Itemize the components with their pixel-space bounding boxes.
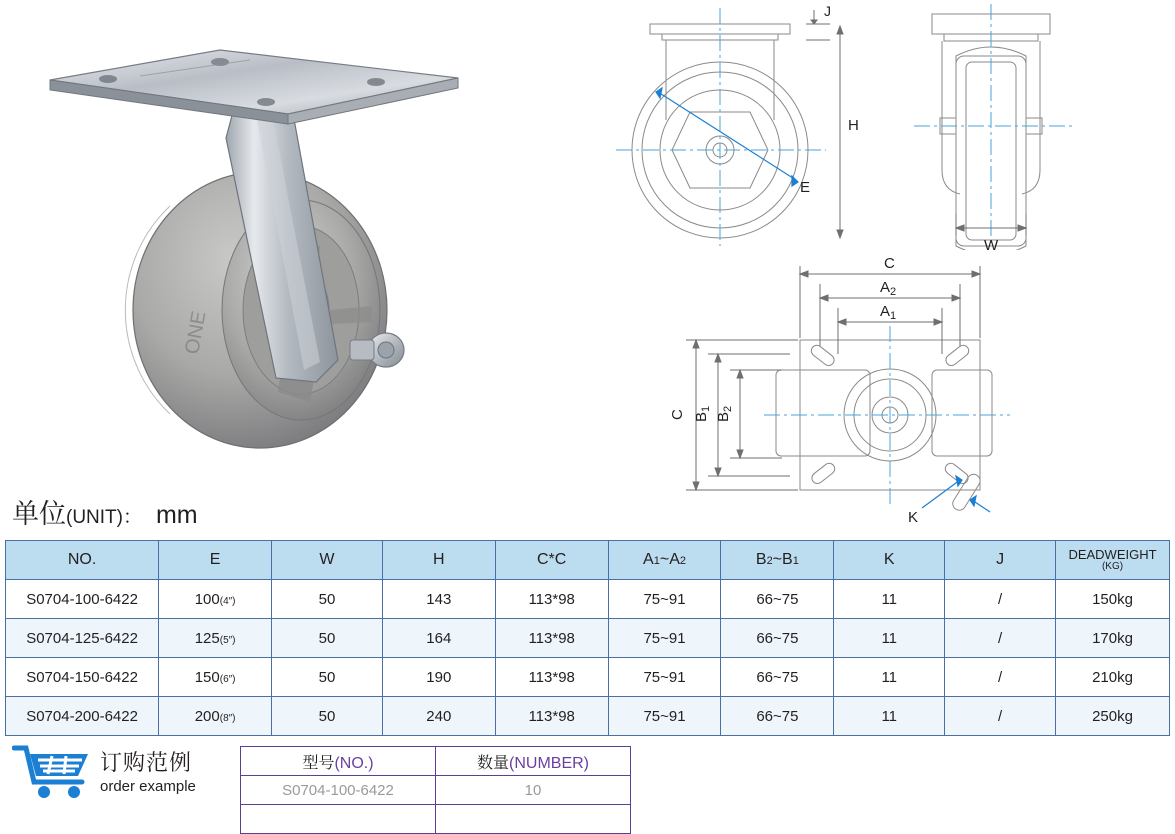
table-row bbox=[6, 658, 1170, 697]
specification-table bbox=[5, 540, 1170, 736]
cell-a: 75~91 bbox=[608, 697, 721, 736]
dim-label-H: H bbox=[848, 117, 859, 134]
cell-j: / bbox=[945, 619, 1056, 658]
order-example-title-en: order example bbox=[100, 778, 196, 795]
cell-w: 50 bbox=[272, 580, 383, 619]
col-header-cc: C*C bbox=[495, 541, 608, 580]
cell-b: 66~75 bbox=[721, 697, 834, 736]
shopping-cart-icon bbox=[12, 742, 92, 802]
cell-no: S0704-125-6422 bbox=[6, 619, 159, 658]
caster-illustration bbox=[20, 10, 490, 480]
cell-b: 66~75 bbox=[721, 658, 834, 697]
cell-b: 66~75 bbox=[721, 619, 834, 658]
deadweight-main: DEADWEIGHT bbox=[1068, 546, 1157, 562]
order-example-title-cn: 订购范例 bbox=[100, 750, 193, 775]
drawing-front-view bbox=[600, 0, 870, 250]
cell-h: 190 bbox=[382, 658, 495, 697]
cell-k: 11 bbox=[834, 619, 945, 658]
col-header-no: NO. bbox=[6, 541, 159, 580]
cell-e: 150(6″) bbox=[159, 658, 272, 697]
dim-label-A2: $A_2$ bbox=[880, 279, 897, 298]
cell-h: 240 bbox=[382, 697, 495, 736]
unit-line bbox=[12, 492, 198, 531]
mounting-plate bbox=[50, 50, 458, 124]
col-header-deadweight bbox=[1056, 541, 1170, 580]
cell-h: 143 bbox=[382, 580, 495, 619]
dim-label-J: J bbox=[824, 3, 831, 19]
table-row bbox=[6, 619, 1170, 658]
cell-a: 75~91 bbox=[608, 580, 721, 619]
order-header-row bbox=[241, 747, 631, 776]
dim-label-C-top: C bbox=[884, 255, 895, 272]
svg-text:ONE: ONE bbox=[181, 309, 211, 356]
order-col-no: 型号(NO.) bbox=[241, 747, 436, 776]
order-blank-row bbox=[241, 805, 631, 834]
cell-deadweight: 210kg bbox=[1056, 658, 1170, 697]
order-blank-qty bbox=[436, 805, 631, 834]
col-header-b2b1: B2~B1 bbox=[721, 541, 834, 580]
cell-deadweight: 150kg bbox=[1056, 580, 1170, 619]
order-example-table bbox=[240, 746, 631, 834]
deadweight-unit: (KG) bbox=[1101, 561, 1124, 573]
cell-j: / bbox=[945, 580, 1056, 619]
order-blank-no bbox=[241, 805, 436, 834]
cell-e: 200(8″) bbox=[159, 697, 272, 736]
cell-h: 164 bbox=[382, 619, 495, 658]
col-header-a1a2: A1~A2 bbox=[608, 541, 721, 580]
order-value-no: S0704-100-6422 bbox=[241, 776, 436, 805]
dim-label-K: K bbox=[908, 509, 919, 525]
cell-cc: 113*98 bbox=[495, 697, 608, 736]
cell-e: 100(4″) bbox=[159, 580, 272, 619]
dim-label-W: W bbox=[984, 237, 999, 250]
cell-cc: 113*98 bbox=[495, 658, 608, 697]
cell-w: 50 bbox=[272, 697, 383, 736]
dim-label-C-left: C bbox=[669, 409, 686, 420]
cell-a: 75~91 bbox=[608, 658, 721, 697]
cell-j: / bbox=[945, 697, 1056, 736]
drawing-side-view bbox=[900, 0, 1165, 250]
col-header-h: H bbox=[382, 541, 495, 580]
col-header-w: W bbox=[272, 541, 383, 580]
cell-a: 75~91 bbox=[608, 619, 721, 658]
cell-w: 50 bbox=[272, 619, 383, 658]
cell-b: 66~75 bbox=[721, 580, 834, 619]
order-col-number: 数量(NUMBER) bbox=[436, 747, 631, 776]
cell-k: 11 bbox=[834, 658, 945, 697]
cell-k: 11 bbox=[834, 697, 945, 736]
order-example-block bbox=[12, 742, 252, 817]
table-header-row bbox=[6, 541, 1170, 580]
unit-value: mm bbox=[155, 501, 198, 529]
table-row bbox=[6, 580, 1170, 619]
cell-e: 125(5″) bbox=[159, 619, 272, 658]
cell-no: S0704-100-6422 bbox=[6, 580, 159, 619]
cell-no: S0704-200-6422 bbox=[6, 697, 159, 736]
cell-j: / bbox=[945, 658, 1056, 697]
col-header-j: J bbox=[945, 541, 1056, 580]
cell-deadweight: 170kg bbox=[1056, 619, 1170, 658]
drawing-top-view bbox=[660, 250, 1160, 525]
order-value-qty: 10 bbox=[436, 776, 631, 805]
product-photo-rigid-caster bbox=[20, 10, 490, 480]
cell-no: S0704-150-6422 bbox=[6, 658, 159, 697]
dim-label-A1: $A_1$ bbox=[880, 303, 897, 322]
order-value-row bbox=[241, 776, 631, 805]
dim-label-E: E bbox=[800, 179, 811, 196]
cell-k: 11 bbox=[834, 580, 945, 619]
col-header-e: E bbox=[159, 541, 272, 580]
table-row bbox=[6, 697, 1170, 736]
cell-cc: 113*98 bbox=[495, 580, 608, 619]
cell-cc: 113*98 bbox=[495, 619, 608, 658]
cell-deadweight: 250kg bbox=[1056, 697, 1170, 736]
dim-label-B1: $B_1$ bbox=[693, 405, 712, 422]
cell-w: 50 bbox=[272, 658, 383, 697]
unit-label-en: (UNIT)： bbox=[66, 507, 142, 528]
dim-label-B2: $B_2$ bbox=[715, 405, 734, 422]
unit-label-cn: 单位 bbox=[12, 499, 66, 529]
col-header-k: K bbox=[834, 541, 945, 580]
